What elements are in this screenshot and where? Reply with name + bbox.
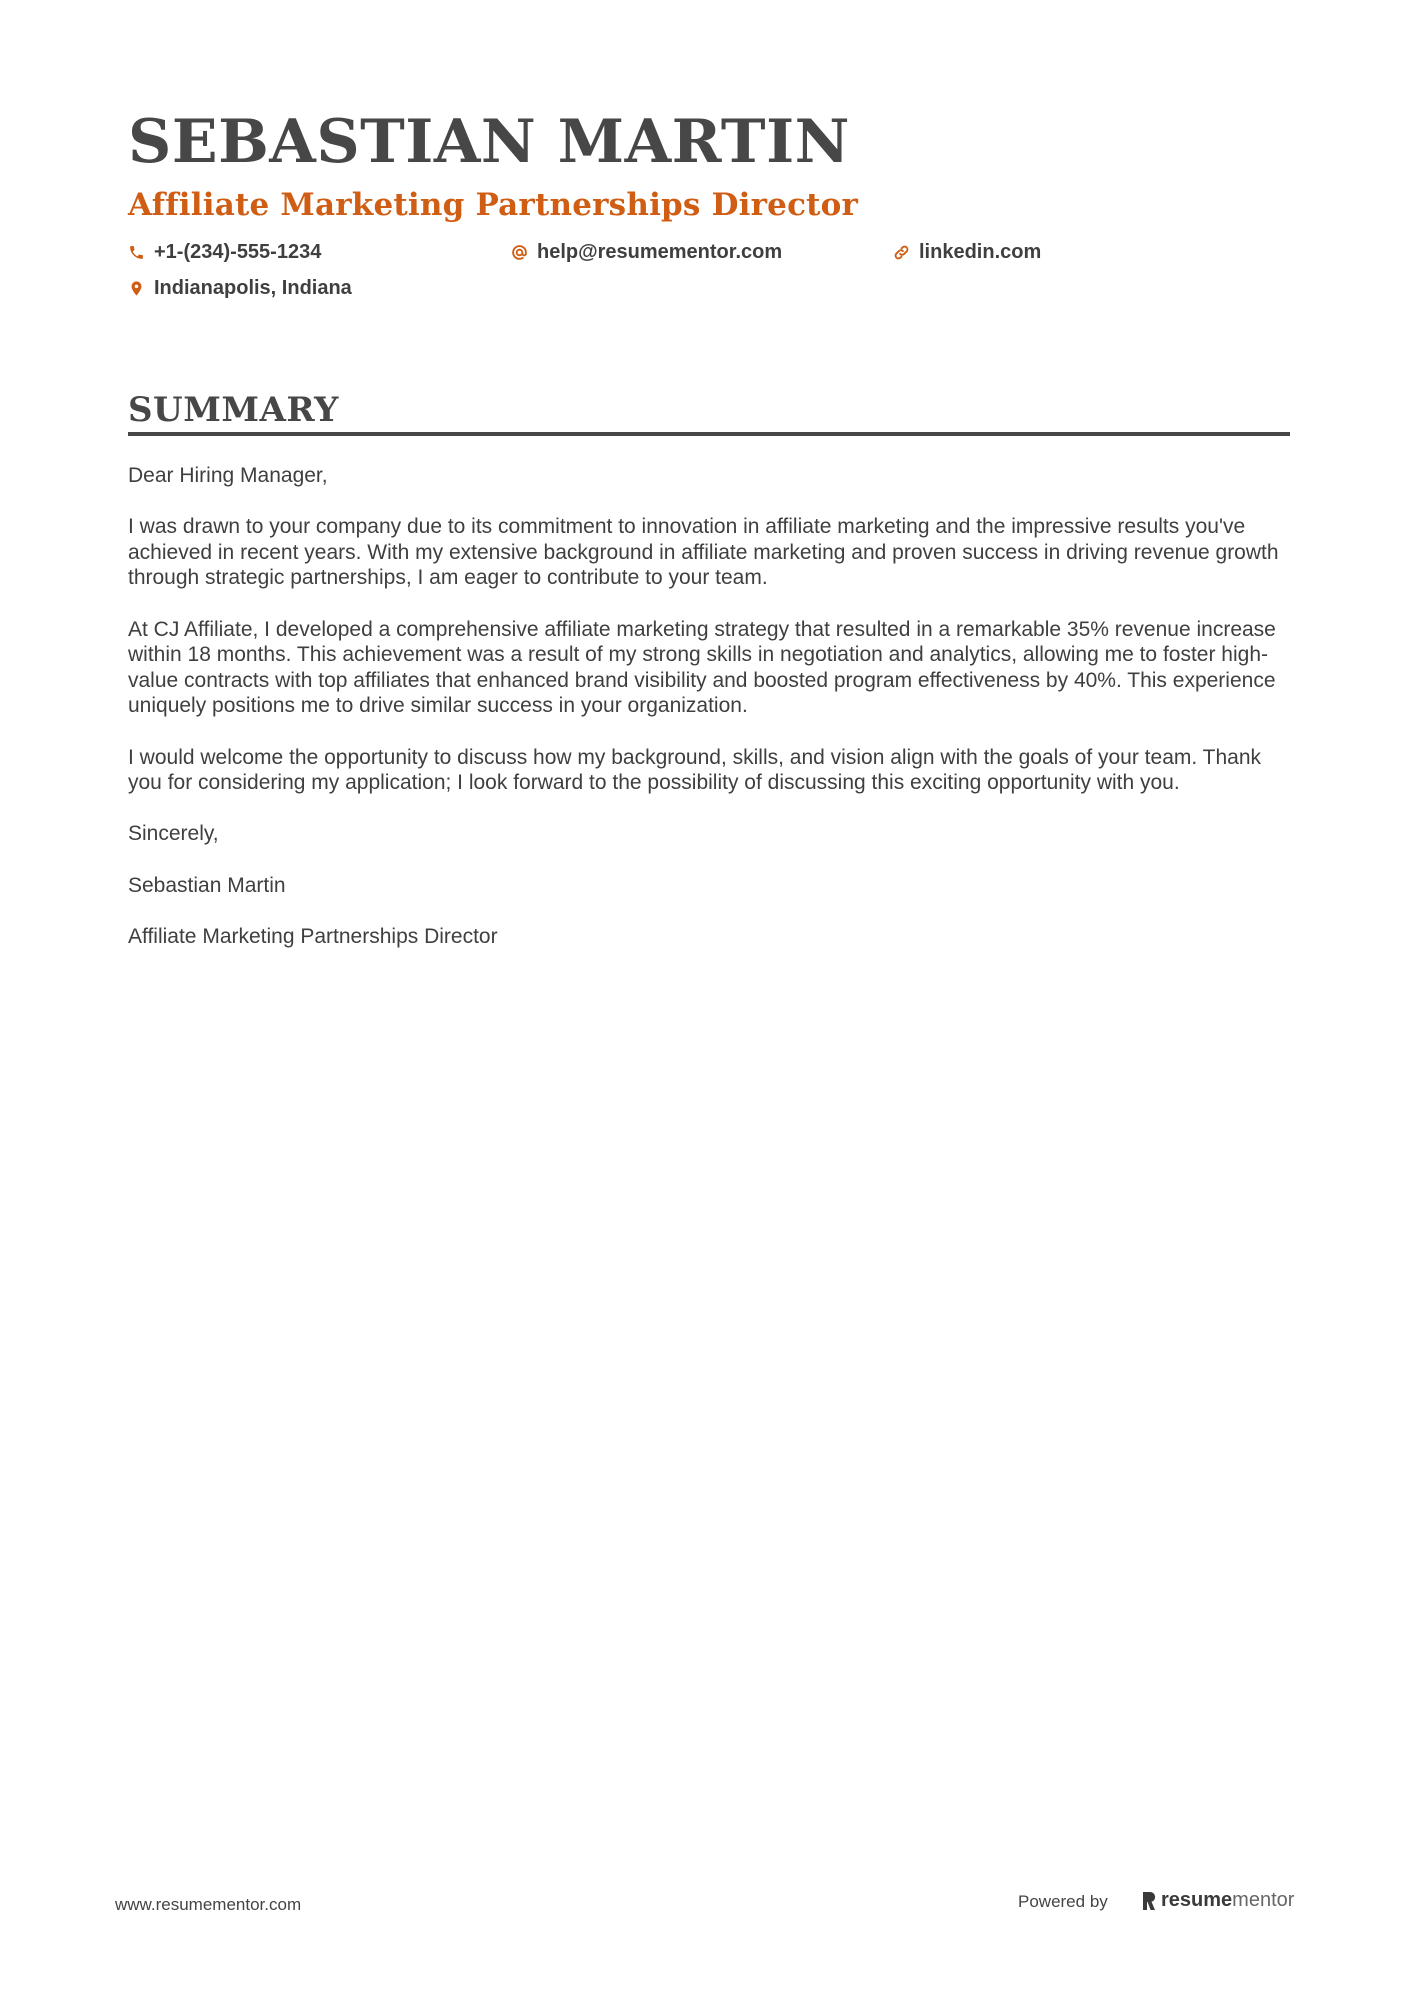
cover-letter-body (128, 463, 1293, 975)
contact-email (511, 241, 782, 264)
contact-phone (128, 241, 321, 264)
location-text: Indianapolis, Indiana (154, 277, 352, 299)
phone-icon (128, 244, 145, 261)
powered-by-label: Powered by (1018, 1892, 1108, 1911)
contact-location (128, 277, 352, 300)
candidate-name: SEBASTIAN MARTIN (128, 107, 850, 177)
letter-paragraph: At CJ Affiliate, I developed a comprehensive affiliate marketing strategy that resulted in a remarkable 35% revenue increase within 18 months. This achievement was a result of my strong skills in negotiation and analytics, allowing me to foster high-value contracts with top affiliates that enhanced brand visibility and boosted program effectiveness by 40%. This experience uniquely positions me to drive similar success in your organization. (128, 617, 1276, 718)
closing: Sincerely, (128, 822, 219, 846)
signature-title: Affiliate Marketing Partnerships Director (128, 924, 498, 948)
signature-name: Sebastian Martin (128, 873, 286, 897)
resumementor-logo-icon (1141, 1891, 1157, 1911)
footer-website[interactable]: www.resumementor.com (115, 1895, 302, 1914)
linkedin-link[interactable]: linkedin.com (919, 241, 1042, 263)
at-icon (511, 244, 528, 261)
email-link[interactable]: help@resumementor.com (537, 241, 783, 263)
brand-name-bold: resume (1161, 1889, 1233, 1911)
salutation: Dear Hiring Manager, (128, 464, 328, 487)
letter-paragraph: I would welcome the opportunity to discuss how my background, skills, and vision align with the goals of your team. Thank you for considering my application; I look forward to the possibility of discussing this exciting opportunity with you. (128, 745, 1262, 795)
brand-logo[interactable] (1141, 1889, 1294, 1912)
section-divider (128, 432, 1290, 436)
link-icon (893, 244, 910, 261)
brand-name-light: mentor (1232, 1889, 1295, 1911)
summary-heading: SUMMARY (128, 390, 339, 430)
contact-linkedin (893, 241, 1041, 264)
letter-paragraph: I was drawn to your company due to its commitment to innovation in affiliate marketing and the impressive results you've achieved in recent years. With my extensive background in affiliate marketing and proven success in driving revenue growth through strategic partnerships, I am eager to contribute to your team. (128, 515, 1279, 590)
phone-text: +1-(234)-555-1234 (154, 241, 322, 263)
location-pin-icon (128, 280, 145, 297)
candidate-title: Affiliate Marketing Partnerships Director (128, 187, 859, 223)
